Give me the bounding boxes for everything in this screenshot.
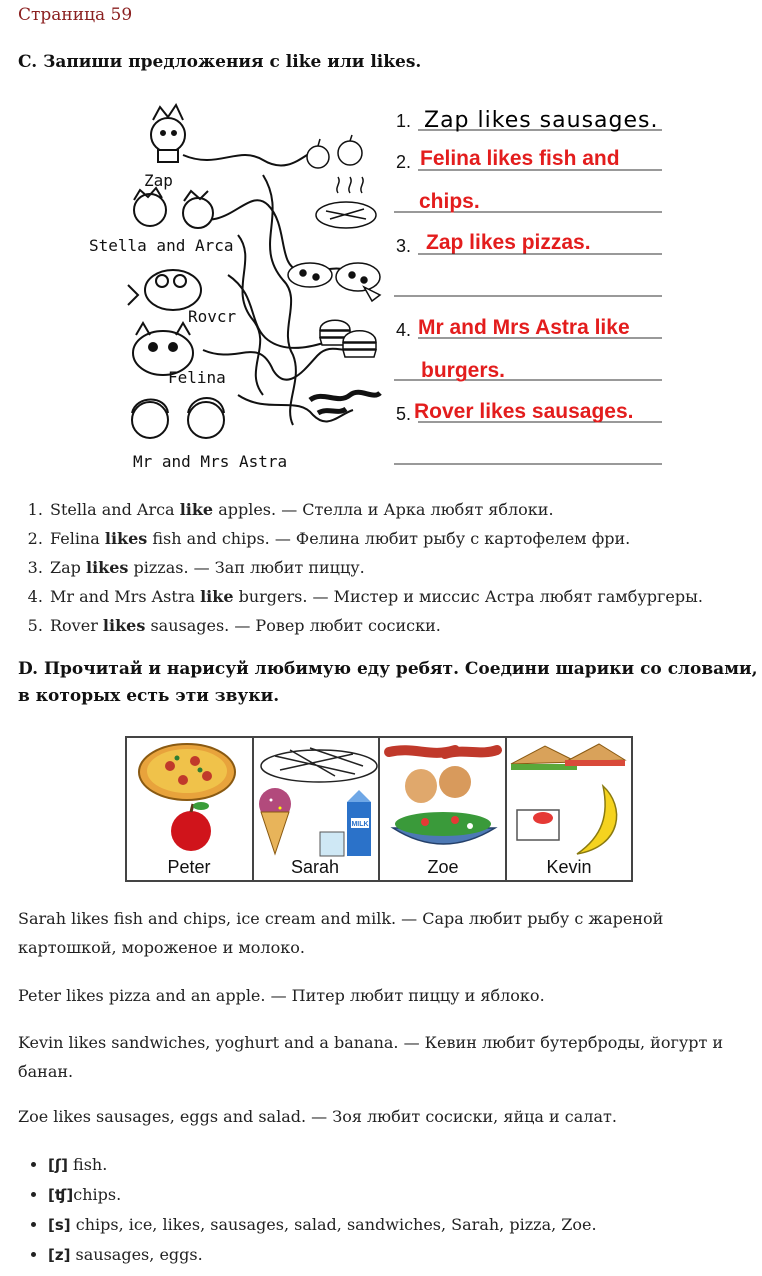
- worksheet-c-image: [88, 95, 678, 480]
- list-item: • [ʃ] fish.: [48, 1150, 597, 1180]
- pizza-picture: [139, 744, 235, 800]
- item-number: 5.: [396, 404, 412, 424]
- section-c-heading: C. Запиши предложения с like или likes.: [18, 52, 422, 72]
- item-number: 1.: [396, 111, 412, 131]
- list-item: 3. Zap likes pizzas. — Зап любит пиццу.: [48, 553, 762, 582]
- worksheet-d-image: [125, 736, 633, 882]
- maze-line-7: [238, 235, 263, 395]
- yoghurt-picture: [517, 810, 559, 840]
- sausages-picture: [389, 750, 497, 754]
- zap-figure: [151, 105, 185, 162]
- paragraph-peter: Peter likes pizza and an apple. — Питер любит пиццу и яблоко.: [18, 986, 545, 1005]
- apples-picture: [307, 135, 362, 168]
- sausages-picture: [310, 392, 380, 413]
- name-rover: Rovcr: [188, 307, 237, 326]
- sentence-list: [18, 495, 762, 640]
- list-item: • [z] sausages, eggs.: [48, 1240, 597, 1270]
- list-item: 2. Felina likes fish and chips. — Фелина любит рыбу с картофелем фри.: [48, 524, 762, 553]
- maze-line-1: [183, 150, 316, 165]
- paragraph-zoe: Zoe likes sausages, eggs and salad. — Зоя любит сосиски, яйца и салат.: [18, 1107, 617, 1126]
- item-number: 2.: [396, 152, 412, 172]
- list-item: 5. Rover likes sausages. — Ровер любит сосиски.: [48, 611, 762, 640]
- name-felina: Felina: [168, 368, 226, 387]
- panel-name-peter: Peter: [167, 857, 211, 877]
- stella-arca-figures: [134, 188, 213, 228]
- answer-2-line-1: Felina likes fish and: [420, 147, 620, 170]
- list-item: • [ʧ]chips.: [48, 1180, 597, 1210]
- paragraph-kevin: Kevin likes sandwiches, yoghurt and a banana. — Кевин любит бутерброды, йогурт и банан.: [18, 1033, 724, 1081]
- list-item: 4. Mr and Mrs Astra like burgers. — Мистер и миссис Астра любят гамбургеры.: [48, 582, 762, 611]
- answer-2-line-2: chips.: [419, 190, 480, 213]
- astra-figures: [132, 398, 224, 438]
- fish-and-chips-picture: [316, 177, 376, 228]
- answer-4-line-1: Mr and Mrs Astra like: [418, 316, 630, 339]
- rover-figure: [128, 270, 201, 310]
- panel-name-sarah: Sarah: [290, 857, 340, 877]
- example-sentence: Zap likes sausages.: [424, 108, 659, 133]
- answer-3: Zap likes pizzas.: [426, 231, 591, 254]
- name-stella-arca: Stella and Arca: [89, 236, 234, 255]
- list-item: 1. Stella and Arca like apples. — Стелла и Арка любят яблоки.: [48, 495, 762, 524]
- panel-name-zoe: Zoe: [427, 857, 459, 877]
- burgers-picture: [320, 320, 376, 357]
- page-label: Страница 59: [18, 5, 133, 25]
- maze-line-6: [263, 175, 296, 425]
- answer-5: Rover likes sausages.: [414, 400, 634, 423]
- name-zap: Zap: [144, 171, 173, 190]
- section-d-heading: D. Прочитай и нарисуй любимую еду ребят. Соедини шарики со словами, в которых есть эти звуки.: [18, 659, 758, 706]
- item-number: 4.: [396, 320, 412, 340]
- list-item: • [s] chips, ice, likes, sausages, salad, sandwiches, Sarah, pizza, Zoe.: [48, 1210, 597, 1240]
- sounds-list: [18, 1150, 597, 1270]
- panel-name-kevin: Kevin: [546, 857, 592, 877]
- milk-carton-label: MILK: [351, 821, 369, 828]
- item-number: 3.: [396, 236, 412, 256]
- name-mr-mrs-astra: Mr and Mrs Astra: [133, 452, 288, 471]
- answer-4-line-2: burgers.: [421, 359, 506, 382]
- paragraph-sarah: Sarah likes fish and chips, ice cream and milk. — Сара любит рыбу с жареной картошкой, мороженое и молоко.: [18, 909, 664, 957]
